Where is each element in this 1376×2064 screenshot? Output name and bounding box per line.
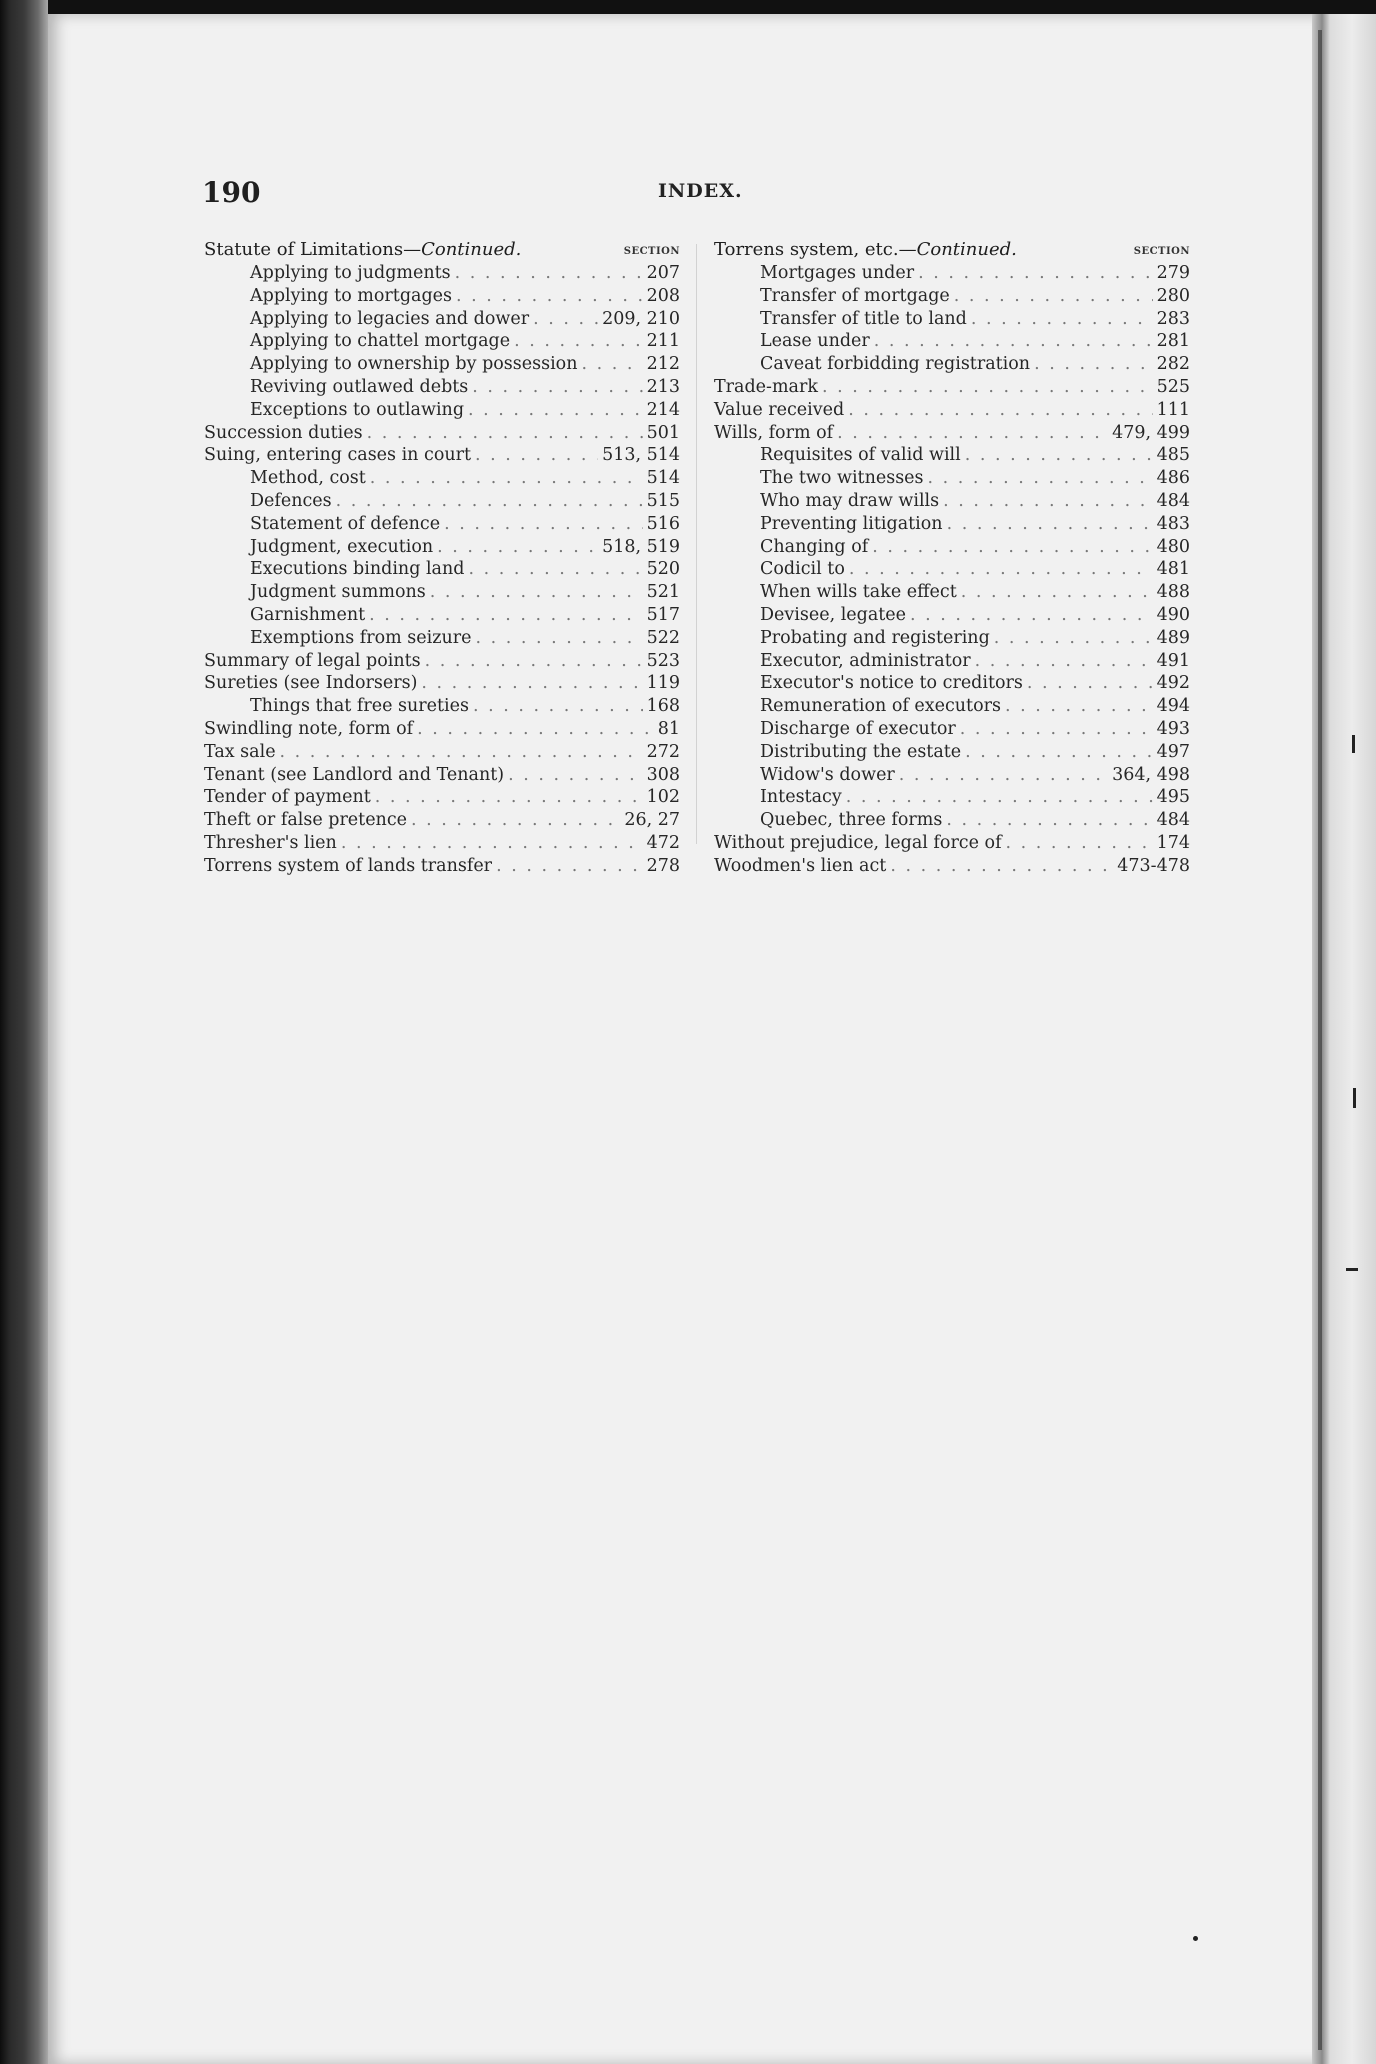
entry-text: The two witnesses [760, 468, 924, 489]
dot-leader [1006, 832, 1153, 855]
index-entry [714, 467, 1190, 490]
scan-speck [1346, 1268, 1358, 1271]
entry-text: Thresher's lien [204, 832, 337, 853]
dot-leader [872, 536, 1152, 559]
dot-leader [1027, 672, 1153, 695]
entry-text: Without prejudice, legal force of [714, 832, 1002, 853]
dot-leader [375, 786, 643, 809]
entry-text: Value received [714, 399, 845, 420]
dot-leader [473, 695, 643, 718]
dot-leader [496, 855, 643, 878]
entry-text: Succession duties [204, 422, 363, 443]
section-number: 513, 514 [602, 445, 680, 466]
dot-leader [444, 513, 643, 536]
dot-leader [475, 627, 642, 650]
section-number: 520 [646, 559, 680, 580]
entry-text: Probating and registering [760, 627, 990, 648]
index-entry [204, 695, 680, 718]
index-entry [714, 718, 1190, 741]
section-number: 489 [1156, 627, 1190, 648]
entry-text: Distributing the estate [760, 741, 962, 762]
entry-text: Wills, form of [714, 422, 834, 443]
index-entry [204, 558, 680, 581]
dot-leader [411, 809, 620, 832]
dot-leader [508, 764, 643, 787]
section-number: 497 [1156, 741, 1190, 762]
column-heading-continued: Continued. [916, 239, 1017, 260]
index-entry [204, 353, 680, 376]
dot-leader [846, 786, 1153, 809]
section-number: 518, 519 [602, 536, 680, 557]
entry-text: Torrens system of lands transfer [204, 855, 493, 876]
dot-leader [421, 672, 642, 695]
dot-leader [367, 422, 643, 445]
entry-text: Reviving outlawed debts [250, 376, 469, 397]
section-number: 488 [1156, 582, 1190, 603]
index-entry [204, 627, 680, 650]
section-number: 501 [646, 422, 680, 443]
dot-leader [971, 308, 1153, 331]
section-number: 168 [646, 696, 680, 717]
entry-text: Method, cost [250, 468, 366, 489]
dot-leader [960, 718, 1153, 741]
column-heading-text: Statute of Limitations— [204, 239, 422, 260]
column-heading-text: Torrens system, etc.— [714, 239, 917, 260]
index-entry [714, 330, 1190, 353]
page-right-edge-line [1318, 30, 1322, 2050]
dot-leader [822, 376, 1153, 399]
entry-text: Applying to judgments [250, 263, 451, 283]
entry-text: Applying to legacies and dower [250, 308, 530, 329]
section-number: 483 [1156, 513, 1190, 534]
section-number: 174 [1156, 832, 1190, 853]
index-entry [204, 376, 680, 399]
scan-speck [1193, 1936, 1198, 1941]
section-number: 207 [646, 263, 680, 283]
section-number: 280 [1156, 285, 1190, 306]
section-number: 494 [1156, 696, 1190, 717]
entry-text: Mortgages under [760, 263, 915, 283]
index-entry [204, 444, 680, 467]
section-number: 212 [646, 354, 680, 375]
section-number: 472 [646, 832, 680, 853]
index-entry [204, 855, 680, 878]
section-number: 214 [646, 399, 680, 420]
scan-speck [1352, 735, 1355, 753]
dot-leader [336, 490, 643, 513]
dot-leader [910, 604, 1153, 627]
entry-text: Statement of defence [250, 513, 441, 534]
section-number: 517 [646, 604, 680, 625]
index-entry [714, 695, 1190, 718]
entry-text: Exemptions from seizure [250, 627, 472, 648]
section-number: 283 [1156, 308, 1190, 329]
index-entry [714, 672, 1190, 695]
column-heading-continued: Continued. [421, 239, 522, 260]
index-entry [714, 513, 1190, 536]
index-entry [714, 855, 1190, 878]
dot-leader [437, 536, 598, 559]
section-number: 516 [646, 513, 680, 534]
entry-text: Applying to chattel mortgage [250, 331, 511, 352]
index-entry [714, 444, 1190, 467]
entry-text: Intestacy [760, 787, 842, 808]
dot-leader [514, 330, 642, 353]
section-number: 515 [646, 490, 680, 511]
index-entry [714, 353, 1190, 376]
index-entry [204, 467, 680, 490]
entry-text: Theft or false pretence [204, 810, 407, 831]
index-entry [714, 809, 1190, 832]
dot-leader [1034, 353, 1153, 376]
index-entry [204, 285, 680, 308]
section-number: 481 [1156, 559, 1190, 580]
section-number: 479, 499 [1112, 422, 1190, 443]
section-number: 495 [1156, 787, 1190, 808]
entry-text: Garnishment [250, 604, 366, 625]
dot-leader [961, 581, 1153, 604]
entry-text: Executions binding land [250, 559, 465, 580]
column-heading-left [204, 238, 680, 262]
index-entry [204, 536, 680, 559]
dot-leader [928, 467, 1153, 490]
section-number: 492 [1156, 673, 1190, 694]
column-divider [696, 244, 697, 844]
dot-leader [965, 444, 1153, 467]
index-entry [204, 513, 680, 536]
entry-text: Requisites of valid will [760, 445, 961, 466]
dot-leader [975, 650, 1153, 673]
entry-text: Suing, entering cases in court [204, 445, 472, 466]
index-entry [204, 718, 680, 741]
dot-leader [918, 262, 1153, 285]
index-column-right [714, 238, 1190, 878]
section-number: 119 [646, 673, 680, 694]
dot-leader [468, 558, 642, 581]
entry-text: Applying to mortgages [250, 285, 452, 306]
index-column-left [204, 238, 680, 878]
dot-leader [417, 718, 654, 741]
index-entry [204, 422, 680, 445]
dot-leader [874, 330, 1153, 353]
section-number: 514 [646, 468, 680, 489]
section-number: 279 [1156, 263, 1190, 283]
dot-leader [994, 627, 1153, 650]
section-number: 485 [1156, 445, 1190, 466]
entry-text: Applying to ownership by possession [250, 354, 578, 375]
dot-leader [849, 558, 1153, 581]
entry-text: Tender of payment [204, 787, 371, 808]
entry-text: Codicil to [760, 559, 845, 580]
entry-text: Sureties (see Indorsers) [204, 673, 418, 694]
dot-leader [890, 855, 1113, 878]
index-entry [714, 764, 1190, 787]
section-number: 484 [1156, 810, 1190, 831]
index-entry [204, 764, 680, 787]
dot-leader [946, 809, 1152, 832]
section-number: 208 [646, 285, 680, 306]
index-entry [204, 490, 680, 513]
dot-leader [341, 832, 643, 855]
entry-text: Tax sale [204, 741, 276, 762]
entry-text: Woodmen's lien act [714, 855, 887, 876]
entry-text: Quebec, three forms [760, 810, 943, 831]
entry-text: Tenant (see Landlord and Tenant) [204, 764, 505, 785]
index-entry [714, 558, 1190, 581]
dot-leader [456, 285, 643, 308]
entry-text: Judgment summons [250, 582, 426, 603]
index-entry [204, 399, 680, 422]
entry-text: Judgment, execution [250, 536, 434, 557]
section-number: 213 [646, 376, 680, 397]
index-entry [204, 262, 680, 285]
section-number: 480 [1156, 536, 1190, 557]
index-entry [714, 650, 1190, 673]
dot-leader [430, 581, 643, 604]
entry-text: Executor's notice to creditors [760, 673, 1023, 694]
section-label: SECTION [1133, 246, 1190, 257]
entry-text: Transfer of title to land [760, 308, 967, 329]
index-entry [714, 308, 1190, 331]
entry-text: Defences [250, 490, 332, 511]
entry-text: Caveat forbidding registration [760, 354, 1031, 375]
entry-text: Trade-mark [714, 376, 818, 397]
dot-leader [468, 399, 643, 422]
dot-leader [943, 490, 1152, 513]
index-entry [714, 262, 1190, 285]
index-entry [714, 422, 1190, 445]
dot-leader [581, 353, 642, 376]
index-entry [204, 581, 680, 604]
dot-leader [1005, 695, 1153, 718]
dot-leader [455, 262, 643, 285]
section-label: SECTION [623, 246, 680, 257]
index-entry [714, 399, 1190, 422]
index-entry [204, 604, 680, 627]
entry-text: Summary of legal points [204, 650, 421, 671]
index-entries-left [204, 262, 680, 878]
index-entry [714, 581, 1190, 604]
entry-text: Executor, administrator [760, 650, 971, 671]
dot-leader [899, 764, 1108, 787]
section-number: 209, 210 [602, 308, 680, 329]
entry-text: Lease under [760, 331, 870, 352]
section-number: 491 [1156, 650, 1190, 671]
index-entry [204, 330, 680, 353]
dot-leader [280, 741, 643, 764]
index-entry [204, 741, 680, 764]
index-entry [714, 832, 1190, 855]
dot-leader [369, 604, 642, 627]
index-entries-right [714, 262, 1190, 878]
entry-text: Things that free sureties [250, 696, 469, 717]
page-number: 190 [202, 176, 261, 209]
section-number: 81 [657, 718, 680, 739]
section-number: 490 [1156, 604, 1190, 625]
dot-leader [472, 376, 642, 399]
index-entry [714, 786, 1190, 809]
section-number: 521 [646, 582, 680, 603]
section-number: 211 [646, 331, 680, 352]
index-entry [204, 672, 680, 695]
entry-text: When wills take effect [760, 582, 957, 603]
dot-leader [837, 422, 1108, 445]
entry-text: Widow's dower [760, 764, 895, 785]
entry-text: Devisee, legatee [760, 604, 907, 625]
entry-text: Exceptions to outlawing [250, 399, 465, 420]
dot-leader [965, 741, 1152, 764]
dot-leader [848, 399, 1152, 422]
dot-leader [954, 285, 1153, 308]
dot-leader [947, 513, 1153, 536]
index-entry [204, 832, 680, 855]
entry-text: Discharge of executor [760, 718, 956, 739]
entry-text: Preventing litigation [760, 513, 943, 534]
column-heading-right [714, 238, 1190, 262]
section-number: 102 [646, 787, 680, 808]
section-number: 493 [1156, 718, 1190, 739]
entry-text: Remuneration of executors [760, 696, 1001, 717]
section-number: 364, 498 [1112, 764, 1190, 785]
book-spine-edge [0, 0, 48, 2064]
index-entry [714, 536, 1190, 559]
dot-leader [475, 444, 598, 467]
index-entry [714, 285, 1190, 308]
section-number: 281 [1156, 331, 1190, 352]
section-number: 111 [1156, 399, 1190, 420]
dot-leader [533, 308, 598, 331]
dot-leader [370, 467, 643, 490]
section-number: 522 [646, 627, 680, 648]
running-head: INDEX. [658, 180, 743, 202]
page-header [0, 176, 1376, 216]
scan-speck [1353, 1088, 1356, 1108]
index-entry [714, 604, 1190, 627]
section-number: 272 [646, 741, 680, 762]
index-entry [204, 809, 680, 832]
section-number: 484 [1156, 490, 1190, 511]
section-number: 278 [646, 855, 680, 876]
entry-text: Who may draw wills [760, 490, 940, 511]
entry-text: Transfer of mortgage [760, 285, 950, 306]
index-entry [714, 376, 1190, 399]
dot-leader [425, 650, 643, 673]
section-number: 282 [1156, 354, 1190, 375]
section-number: 26, 27 [624, 810, 680, 831]
section-number: 523 [646, 650, 680, 671]
index-entry [714, 490, 1190, 513]
entry-text: Changing of [760, 536, 869, 557]
section-number: 308 [646, 764, 680, 785]
index-entry [204, 786, 680, 809]
index-entry [714, 627, 1190, 650]
index-entry [204, 308, 680, 331]
entry-text: Swindling note, form of [204, 718, 414, 739]
index-entry [204, 650, 680, 673]
index-entry [714, 741, 1190, 764]
section-number: 473-478 [1117, 855, 1190, 876]
section-number: 486 [1156, 468, 1190, 489]
section-number: 525 [1156, 376, 1190, 397]
